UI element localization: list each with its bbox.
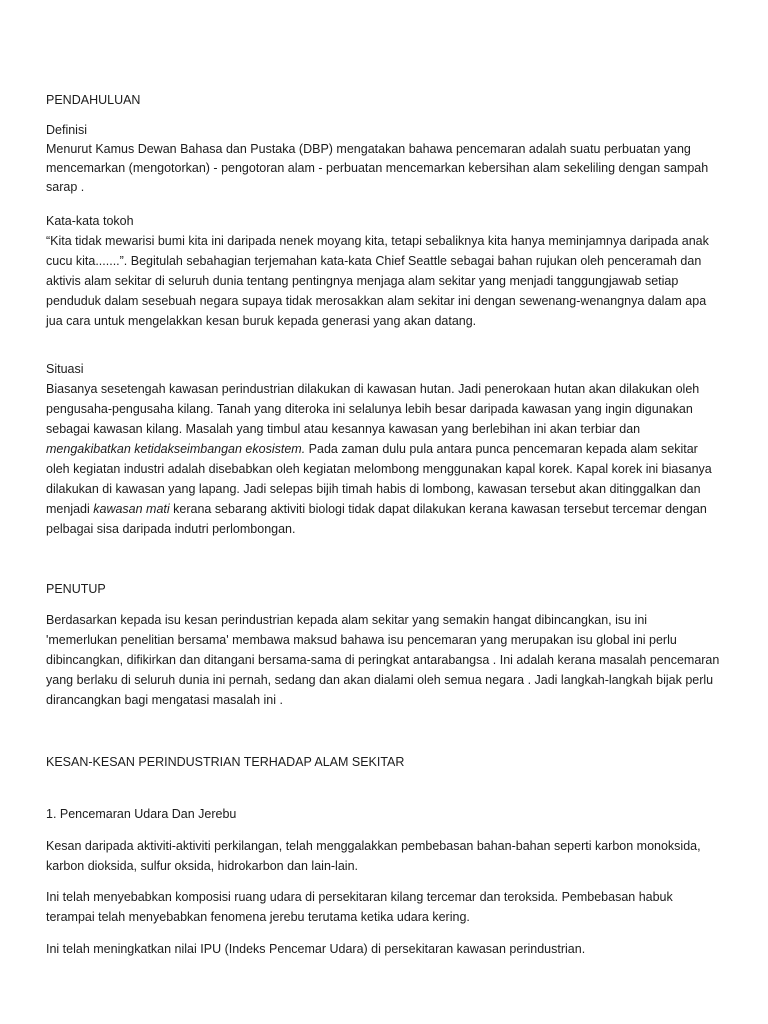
- italic-phrase: kawasan mati: [93, 502, 170, 516]
- section-heading-pendahuluan: PENDAHULUAN: [46, 93, 141, 107]
- italic-phrase: mengakibatkan ketidakseimbangan ekosistem.: [46, 442, 306, 456]
- subheading-definisi: Definisi: [46, 123, 87, 137]
- kesan-paragraph-1: [46, 836, 726, 876]
- section-heading-penutup: PENUTUP: [46, 582, 106, 596]
- kesan-line: Kesan daripada aktiviti-aktiviti perkilangan, telah menggalakkan pembebasan bahan-bahan seperti karbon monoksida,: [46, 839, 701, 853]
- kesan-line: Ini telah menyebabkan komposisi ruang udara di persekitaran kilang tercemar dan teroksida. Pembebasan habuk: [46, 890, 673, 904]
- subheading-kata-kata-tokoh: Kata-kata tokoh: [46, 214, 134, 228]
- situasi-text: menjadi: [46, 502, 94, 516]
- situasi-line: [46, 499, 726, 519]
- situasi-text: kerana sebarang aktiviti biologi tidak dapat dilakukan kerana kawasan tersebut tercemar dengan: [169, 502, 707, 516]
- kesan-heading: [46, 752, 726, 772]
- penutup-line: dirancangkan bagi mengatasi masalah ini .: [46, 693, 283, 707]
- situasi-line: oleh kegiatan industri adalah disebabkan oleh kegiatan melombong menggunakan kapal korek. Kapal korek ini biasanya: [46, 462, 712, 476]
- kesan-paragraph-2: [46, 887, 726, 927]
- tokoh-line: jua cara untuk mengelakkan kesan buruk kepada generasi yang akan datang.: [46, 314, 477, 328]
- penutup-section: [46, 610, 726, 710]
- kesan-line: karbon dioksida, sulfur oksida, hidrokarbon dan lain-lain.: [46, 859, 358, 873]
- subheading-pencemaran-udara: 1. Pencemaran Udara Dan Jerebu: [46, 807, 237, 821]
- penutup-line: Berdasarkan kepada isu kesan perindustrian kepada alam sekitar yang semakin hangat dibincangkan, isu ini: [46, 613, 648, 627]
- tokoh-line: cucu kita.......”. Begitulah sebahagian terjemahan kata-kata Chief Seattle sebagai bahan rujukan oleh penceramah dan: [46, 254, 702, 268]
- tokoh-line: “Kita tidak mewarisi bumi kita ini daripada nenek moyang kita, tetapi sebaliknya kita hanya meminjamnya daripada anak: [46, 234, 709, 248]
- situasi-line: dilakukan di kawasan yang lapang. Jadi selepas bijih timah habis di lombong, kawasan tersebut akan ditinggalkan dan: [46, 482, 701, 496]
- definisi-section: [46, 121, 726, 197]
- penutup-line: yang berlaku di seluruh dunia ini pernah, sedang dan akan dialami oleh semua negara . Jadi langkah-langkah bijak perlu: [46, 673, 714, 687]
- intro-heading: [46, 90, 726, 110]
- definisi-line: Menurut Kamus Dewan Bahasa dan Pustaka (DBP) mengatakan bahawa pencemaran adalah suatu perbuatan yang: [46, 142, 691, 156]
- penutup-line: 'memerlukan penelitian bersama' membawa maksud bahawa isu pencemaran yang merupakan isu global ini perlu: [46, 633, 677, 647]
- tokoh-line: penduduk dalam sesebuah negara supaya tidak merosakkan alam sekitar ini dengan sewenang-wenangnya dalam apa: [46, 294, 707, 308]
- kesan-subheading: [46, 804, 726, 824]
- tokoh-line: aktivis alam sekitar di seluruh dunia tentang pentingnya menjaga alam sekitar yang menjadi tanggungjawab setiap: [46, 274, 679, 288]
- situasi-line: sebagai kawasan kilang. Masalah yang timbul atau kesannya kawasan yang berlebihan ini akan terbiar dan: [46, 422, 641, 436]
- kesan-line: Ini telah meningkatkan nilai IPU (Indeks Pencemar Udara) di persekitaran kawasan perindustrian.: [46, 942, 586, 956]
- situasi-section: [46, 359, 726, 539]
- subheading-situasi: Situasi: [46, 362, 84, 376]
- situasi-line: Biasanya sesetengah kawasan perindustrian dilakukan di kawasan hutan. Jadi penerokaan hutan akan dilakukan oleh: [46, 382, 700, 396]
- penutup-heading: [46, 579, 726, 599]
- section-heading-kesan: KESAN-KESAN PERINDUSTRIAN TERHADAP ALAM SEKITAR: [46, 755, 405, 769]
- situasi-line: pelbagai sisa daripada indutri perlombongan.: [46, 522, 296, 536]
- definisi-line: sarap .: [46, 180, 85, 194]
- kesan-paragraph-3: [46, 939, 726, 959]
- definisi-line: mencemarkan (mengotorkan) - pengotoran alam - perbuatan mencemarkan kebersihan alam sekeliling dengan sampah: [46, 161, 709, 175]
- tokoh-section: [46, 211, 726, 331]
- situasi-line: [46, 439, 726, 459]
- situasi-line: pengusaha-pengusaha kilang. Tanah yang diteroka ini selalunya lebih besar daripada kawasan yang ingin digunakan: [46, 402, 693, 416]
- penutup-line: dibincangkan, difikirkan dan ditangani bersama-sama di peringkat antarabangsa . Ini adalah kerana masalah pencemaran: [46, 653, 720, 667]
- situasi-text: Pada zaman dulu pula antara punca pencemaran kepada alam sekitar: [305, 442, 698, 456]
- kesan-line: terampai telah menyebabkan fenomena jerebu terutama ketika udara kering.: [46, 910, 470, 924]
